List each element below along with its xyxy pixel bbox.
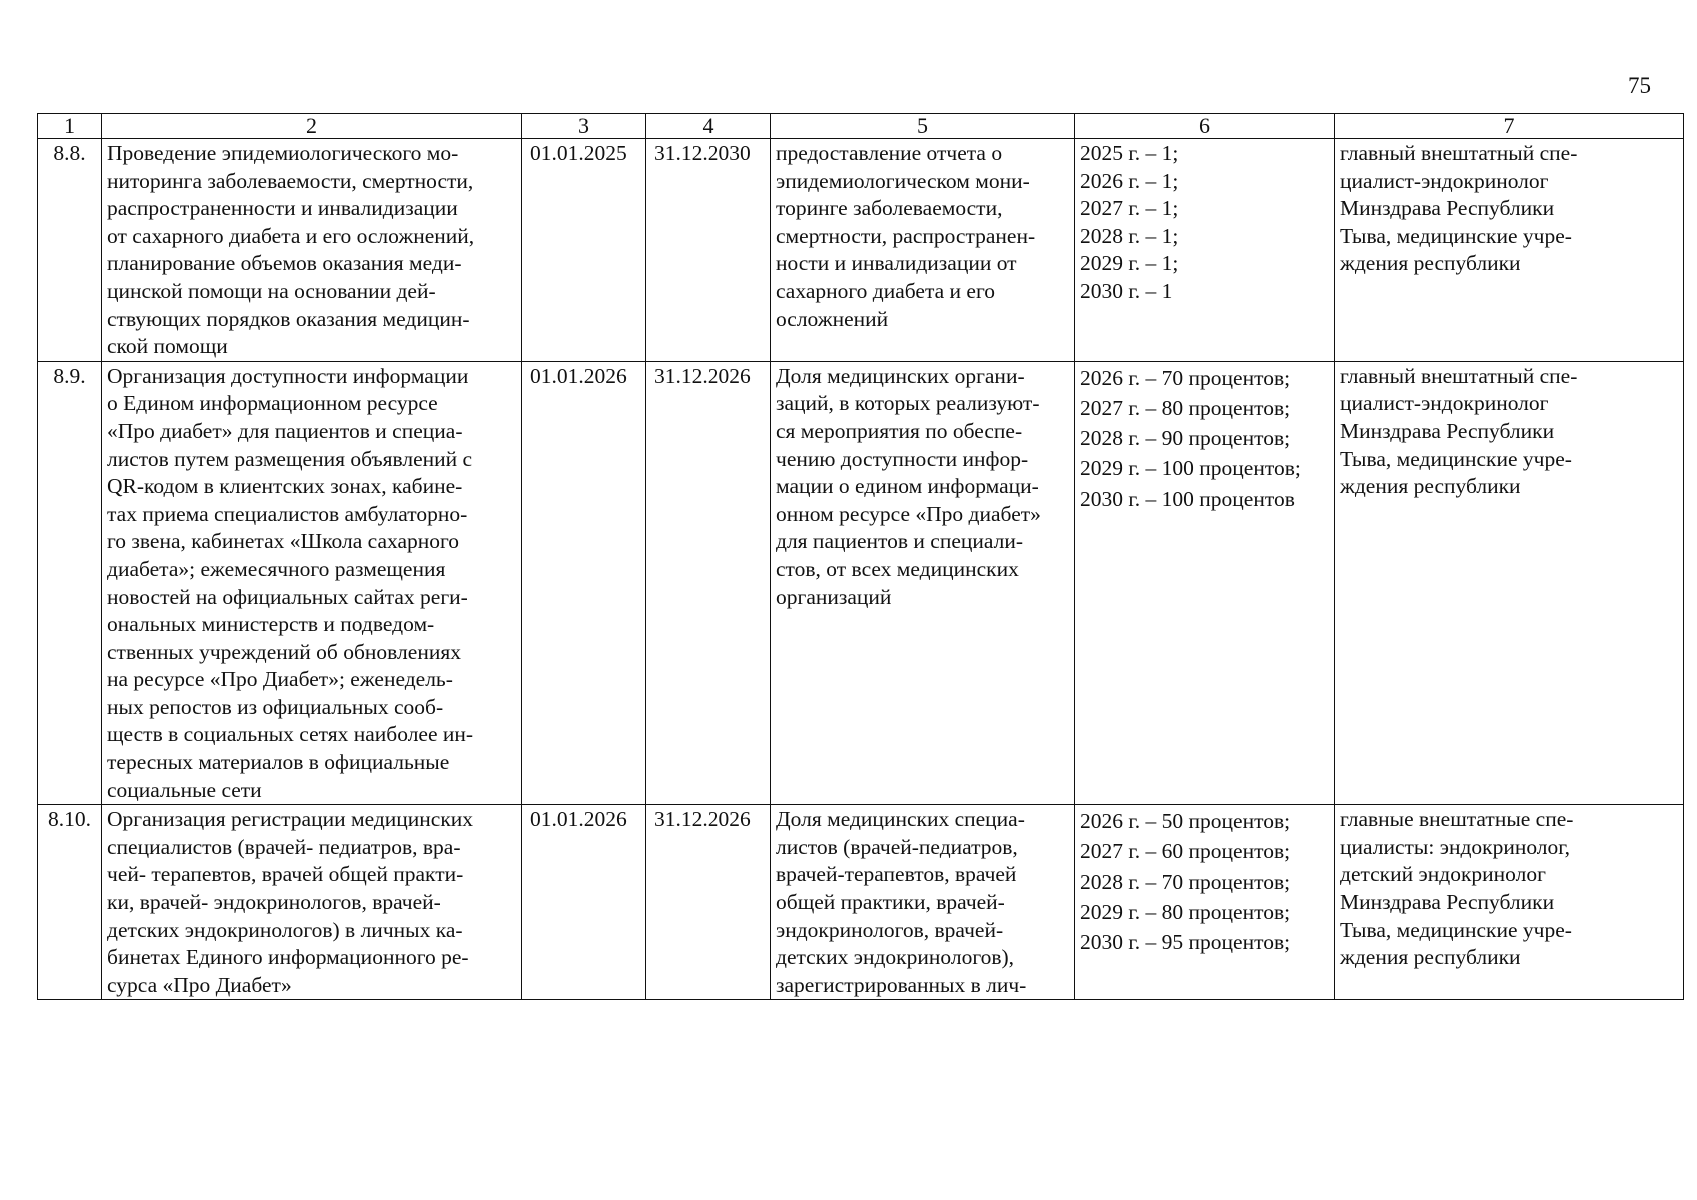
activity-line: «Про диабет» для пациентов и специа- bbox=[107, 418, 463, 443]
indicator-line: 2027 г. – 60 процентов; bbox=[1080, 839, 1291, 864]
responsible-line: главный внештатный спе- bbox=[1340, 141, 1578, 165]
activity-line: специалистов (врачей- педиатров, вра- bbox=[107, 834, 461, 859]
activity-line: планирование объемов оказания меди- bbox=[107, 251, 462, 276]
column-header-3: 3 bbox=[522, 114, 646, 139]
end-date: 31.12.2026 bbox=[646, 805, 771, 1000]
activity-cell bbox=[102, 139, 522, 362]
result-line: общей практики, врачей- bbox=[776, 890, 1005, 915]
result-line: осложнений bbox=[776, 306, 889, 331]
activity-line: ки, врачей- эндокринологов, врачей- bbox=[107, 890, 441, 915]
result-line: онном ресурсе «Про диабет» bbox=[776, 501, 1041, 526]
indicator-line: 2030 г. – 95 процентов; bbox=[1080, 930, 1291, 955]
indicator-line: 2027 г. – 80 процентов; bbox=[1080, 395, 1291, 420]
activity-line: диабета»; ежемесячного размещения bbox=[107, 556, 446, 581]
activity-line: тересных материалов в официальные bbox=[107, 750, 450, 775]
indicator-line: 2030 г. – 1 bbox=[1080, 278, 1173, 303]
responsible-line: детский эндокринолог bbox=[1340, 862, 1546, 887]
responsible-line: ждения республики bbox=[1340, 251, 1521, 276]
column-header-4: 4 bbox=[646, 114, 771, 139]
activity-line: ществ в социальных сетях наиболее ин- bbox=[107, 722, 474, 747]
activity-line: ных репостов из официальных сооб- bbox=[107, 694, 444, 719]
column-header-7: 7 bbox=[1335, 114, 1684, 139]
activity-line: ской помощи bbox=[107, 334, 228, 359]
activity-line: новостей на официальных сайтах реги- bbox=[107, 584, 468, 609]
header-row bbox=[38, 114, 1684, 139]
activity-line: го звена, кабинетах «Школа сахарного bbox=[107, 529, 460, 554]
result-line: торинге заболеваемости, bbox=[776, 196, 1003, 221]
row-number: 8.8. bbox=[38, 139, 102, 362]
indicator-line: 2028 г. – 90 процентов; bbox=[1080, 426, 1291, 451]
indicator-line: 2028 г. – 70 процентов; bbox=[1080, 869, 1291, 894]
end-date: 31.12.2030 bbox=[646, 139, 771, 362]
indicator-line: 2027 г. – 1; bbox=[1080, 196, 1179, 221]
activity-line: Организация доступности информации bbox=[107, 363, 469, 388]
responsible-cell bbox=[1335, 139, 1684, 362]
row-number: 8.10. bbox=[38, 805, 102, 1000]
activity-line: листов путем размещения объявлений с bbox=[107, 446, 473, 471]
responsible-line: Тыва, медицинские учре- bbox=[1340, 446, 1572, 471]
responsible-line: Тыва, медицинские учре- bbox=[1340, 223, 1572, 248]
activity-line: Проведение эпидемиологического мо- bbox=[107, 141, 459, 165]
result-line: для пациентов и специали- bbox=[776, 529, 1024, 554]
result-line: Доля медицинских органи- bbox=[776, 363, 1025, 388]
indicator-line: 2026 г. – 70 процентов; bbox=[1080, 365, 1291, 390]
result-line: предоставление отчета о bbox=[776, 141, 1003, 165]
responsible-line: Минздрава Республики bbox=[1340, 418, 1555, 443]
responsible-line: Тыва, медицинские учре- bbox=[1340, 917, 1572, 942]
responsible-line: ждения республики bbox=[1340, 945, 1521, 970]
indicator-line: 2029 г. – 100 процентов; bbox=[1080, 456, 1301, 481]
activity-line: Организация регистрации медицинских bbox=[107, 807, 474, 832]
result-line: листов (врачей-педиатров, bbox=[776, 834, 1018, 859]
activity-line: чей- терапевтов, врачей общей практи- bbox=[107, 862, 464, 887]
indicator-line: 2029 г. – 1; bbox=[1080, 251, 1179, 276]
result-line: чению доступности инфор- bbox=[776, 446, 1029, 471]
start-date: 01.01.2026 bbox=[522, 805, 646, 1000]
responsible-line: циалисты: эндокринолог, bbox=[1340, 834, 1571, 859]
start-date: 01.01.2025 bbox=[522, 139, 646, 362]
activity-line: распространенности и инвалидизации bbox=[107, 196, 458, 221]
activity-line: детских эндокринологов) в личных ка- bbox=[107, 917, 463, 942]
result-line: мации о едином информаци- bbox=[776, 474, 1039, 499]
responsible-line: циалист-эндокринолог bbox=[1340, 168, 1549, 193]
column-header-6: 6 bbox=[1075, 114, 1335, 139]
activity-line: тах приема специалистов амбулаторно- bbox=[107, 501, 468, 526]
activity-line: ональных министерств и подведом- bbox=[107, 612, 435, 637]
responsible-cell bbox=[1335, 361, 1684, 805]
activity-line: социальные сети bbox=[107, 777, 262, 802]
result-line: врачей-терапевтов, врачей bbox=[776, 862, 1017, 887]
activity-line: ниторинга заболеваемости, смертности, bbox=[107, 168, 474, 193]
indicators-cell bbox=[1075, 139, 1335, 362]
result-line: эпидемиологическом мони- bbox=[776, 168, 1030, 193]
activity-line: ствующих порядков оказания медицин- bbox=[107, 306, 470, 331]
activity-line: цинской помощи на основании дей- bbox=[107, 278, 436, 303]
activity-line: о Едином информационном ресурсе bbox=[107, 391, 438, 416]
indicator-line: 2025 г. – 1; bbox=[1080, 141, 1179, 165]
column-header-1: 1 bbox=[38, 114, 102, 139]
responsible-line: ждения республики bbox=[1340, 474, 1521, 499]
activity-cell bbox=[102, 361, 522, 805]
result-line: Доля медицинских специа- bbox=[776, 807, 1025, 832]
activity-line: на ресурсе «Про Диабет»; еженедель- bbox=[107, 667, 453, 692]
responsible-line: главные внештатные спе- bbox=[1340, 807, 1574, 832]
activity-line: ственных учреждений об обновлениях bbox=[107, 639, 461, 664]
activity-line: от сахарного диабета и его осложнений, bbox=[107, 223, 475, 248]
responsible-line: Минздрава Республики bbox=[1340, 196, 1555, 221]
result-line: смертности, распространен- bbox=[776, 223, 1036, 248]
responsible-cell bbox=[1335, 805, 1684, 1000]
row-number: 8.9. bbox=[38, 361, 102, 805]
indicators-cell bbox=[1075, 361, 1335, 805]
activity-line: QR-кодом в клиентских зонах, кабине- bbox=[107, 474, 463, 499]
column-header-2: 2 bbox=[102, 114, 522, 139]
result-line: заций, в которых реализуют- bbox=[776, 391, 1040, 416]
result-line: сахарного диабета и его bbox=[776, 278, 995, 303]
result-line: зарегистрированных в лич- bbox=[776, 972, 1027, 997]
end-date: 31.12.2026 bbox=[646, 361, 771, 805]
activity-line: бинетах Единого информационного ре- bbox=[107, 945, 469, 970]
responsible-line: главный внештатный спе- bbox=[1340, 363, 1578, 388]
result-cell bbox=[771, 361, 1075, 805]
indicator-line: 2026 г. – 1; bbox=[1080, 168, 1179, 193]
responsible-line: Минздрава Республики bbox=[1340, 890, 1555, 915]
table-row bbox=[38, 139, 1684, 362]
result-line: ся мероприятия по обеспе- bbox=[776, 418, 1023, 443]
result-line: стов, от всех медицинских bbox=[776, 556, 1019, 581]
result-line: организаций bbox=[776, 584, 892, 609]
result-line: ности и инвалидизации от bbox=[776, 251, 1017, 276]
activity-line: сурса «Про Диабет» bbox=[107, 972, 292, 997]
start-date: 01.01.2026 bbox=[522, 361, 646, 805]
result-cell bbox=[771, 805, 1075, 1000]
page-number: 75 bbox=[1628, 73, 1651, 98]
indicators-cell bbox=[1075, 805, 1335, 1000]
result-line: детских эндокринологов), bbox=[776, 945, 1015, 970]
activities-table bbox=[37, 113, 1684, 1000]
responsible-line: циалист-эндокринолог bbox=[1340, 391, 1549, 416]
indicator-line: 2029 г. – 80 процентов; bbox=[1080, 899, 1291, 924]
indicator-line: 2028 г. – 1; bbox=[1080, 223, 1179, 248]
indicator-line: 2026 г. – 50 процентов; bbox=[1080, 809, 1291, 834]
activity-cell bbox=[102, 805, 522, 1000]
result-line: эндокринологов, врачей- bbox=[776, 917, 1004, 942]
result-cell bbox=[771, 139, 1075, 362]
indicator-line: 2030 г. – 100 процентов bbox=[1080, 486, 1295, 511]
table-row bbox=[38, 805, 1684, 1000]
table-row bbox=[38, 361, 1684, 805]
column-header-5: 5 bbox=[771, 114, 1075, 139]
